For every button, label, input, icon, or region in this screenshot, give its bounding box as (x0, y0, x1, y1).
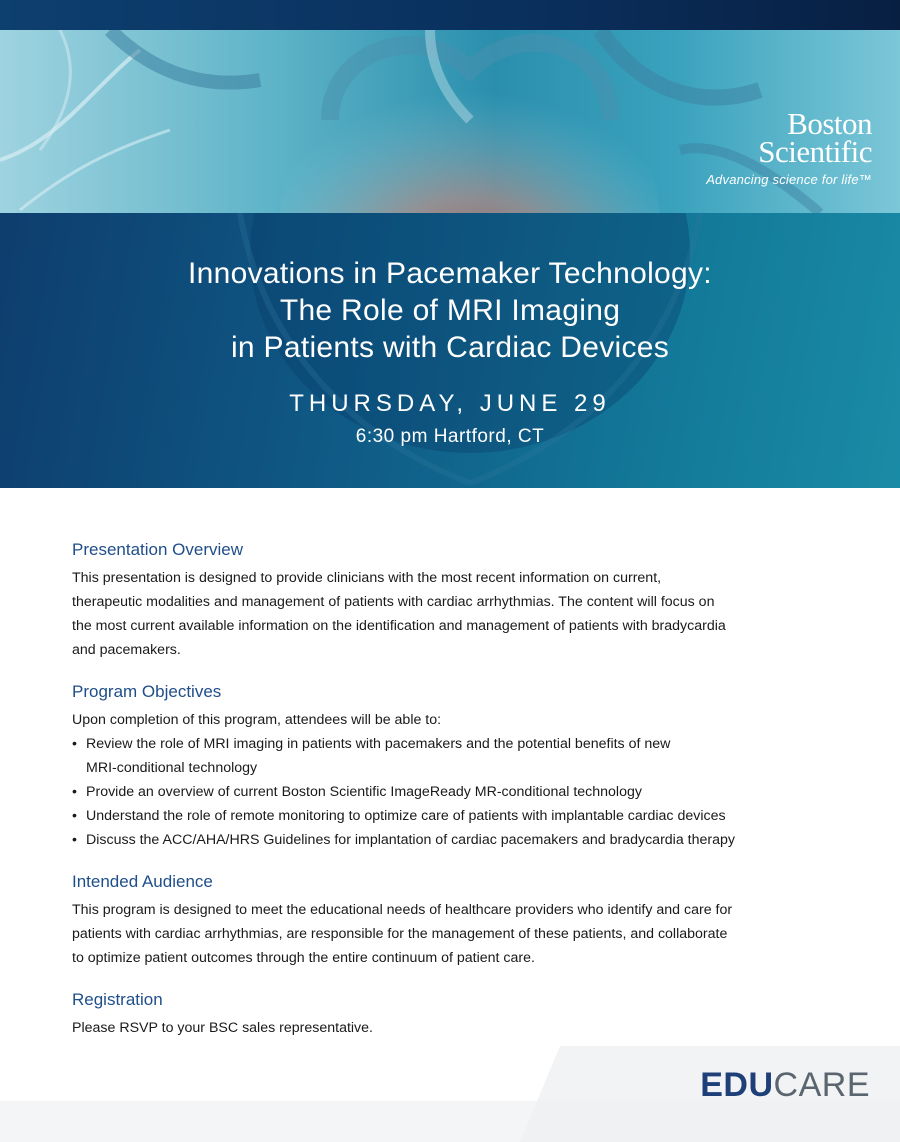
event-title-block (0, 213, 900, 448)
overview-line-2: therapeutic modalities and management of patients with cardiac arrhythmias. The content will focus on (72, 594, 715, 610)
objective-text: Understand the role of remote monitoring to optimize care of patients with implantable cardiac devices (86, 808, 726, 824)
objective-item (72, 732, 852, 780)
objective-item (72, 804, 852, 828)
registration-text: Please RSVP to your BSC sales representative. (72, 1020, 373, 1036)
objective-text-cont: MRI-conditional technology (86, 760, 258, 776)
educare-logo (700, 1066, 870, 1105)
objective-text: Provide an overview of current Boston Scientific ImageReady MR-conditional technology (86, 784, 642, 800)
boston-scientific-logo (706, 106, 872, 187)
event-time-location: 6:30 pm Hartford, CT (355, 426, 545, 447)
overview-line-4: and pacemakers. (72, 642, 181, 658)
overview-section (72, 540, 852, 662)
objective-text: Review the role of MRI imaging in patients with pacemakers and the potential benefits of new (86, 736, 671, 752)
objective-item (72, 828, 852, 852)
objective-item (72, 780, 852, 804)
audience-line-3: to optimize patient outcomes through the entire continuum of patient care. (72, 950, 535, 966)
overview-heading: Presentation Overview (72, 540, 244, 559)
audience-section (72, 872, 852, 970)
title-line-1: Innovations in Pacemaker Technology: (188, 257, 712, 290)
objectives-intro: Upon completion of this program, attendees will be able to: (72, 712, 442, 728)
overview-line-3: the most current available information on the identification and management of patients with bradycardia (72, 618, 726, 634)
registration-section (72, 990, 852, 1040)
logo-line-boston: Boston (787, 106, 872, 141)
objectives-section (72, 682, 852, 852)
objectives-list (72, 732, 852, 852)
logo-line-scientific: Scientific (758, 134, 872, 169)
educare-edu: EDU (700, 1066, 774, 1104)
objectives-heading: Program Objectives (72, 682, 222, 701)
event-date: THURSDAY, JUNE 29 (289, 390, 611, 417)
logo-tagline: Advancing science for life™ (706, 172, 872, 187)
top-color-strip (0, 0, 900, 30)
audience-line-1: This program is designed to meet the educational needs of healthcare providers who identify and care for (72, 902, 733, 918)
registration-heading: Registration (72, 990, 163, 1009)
title-line-2: The Role of MRI Imaging (279, 294, 621, 327)
title-line-3: in Patients with Cardiac Devices (230, 331, 670, 364)
main-content (72, 540, 852, 1060)
title-banner (0, 213, 900, 488)
audience-heading: Intended Audience (72, 872, 213, 891)
audience-line-2: patients with cardiac arrhythmias, are responsible for the management of these patients, and collaborate (72, 926, 728, 942)
hero-heart-image (0, 30, 900, 213)
educare-care: CARE (773, 1066, 870, 1104)
objective-text: Discuss the ACC/AHA/HRS Guidelines for implantation of cardiac pacemakers and bradycardia therapy (86, 832, 735, 848)
overview-line-1: This presentation is designed to provide clinicians with the most recent information on current, (72, 570, 662, 586)
